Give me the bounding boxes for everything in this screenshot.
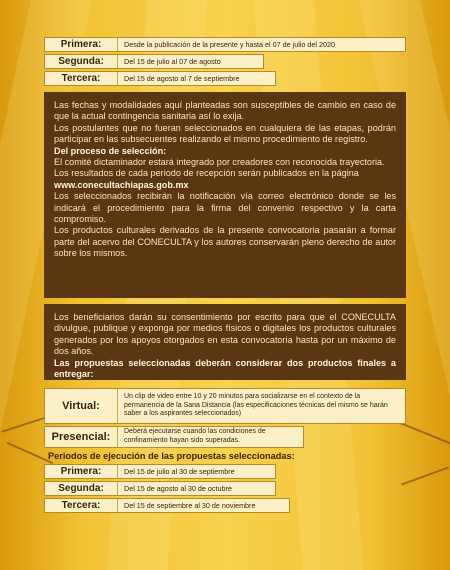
products-heading: Las propuestas seleccionadas deberán considerar dos productos finales a entregar:: [54, 357, 396, 380]
product-value: Un clip de video entre 10 y 20 minutos para socializarse en el contexto de la permanencia de la Sana Distancia (las especificaciones técnicas del mismo se harán saber a los aspirantes seleccionados): [117, 389, 405, 423]
schedule-value: Del 15 de agosto al 7 de septiembre: [117, 72, 275, 85]
paragraph: Los seleccionados recibirán la notificación vía correo electrónico donde se les indicará el procedimiento para la firma del convenio respectivo y la carta compromiso.: [54, 191, 396, 225]
paragraph: Las fechas y modalidades aquí planteadas son susceptibles de cambio en caso de que la actual contingencia sanitaria así lo exija.: [54, 100, 396, 122]
product-value: Deberá ejecutarse cuando las condiciones de confinamiento hayan sido superadas.: [117, 427, 303, 447]
period-value: Del 15 de julio al 30 de septiembre: [117, 465, 275, 478]
period-label: Segunda:: [58, 483, 104, 494]
period-label: Primera:: [60, 466, 102, 477]
period-row: [44, 498, 290, 513]
period-value: Del 15 de septiembre al 30 de noviembre: [117, 499, 289, 512]
product-label: Presencial:: [51, 431, 111, 443]
product-label: Virtual:: [62, 400, 100, 412]
paragraph: Los beneficiarios darán su consentimiento por escrito para que el CONECULTA divulgue, publique y exponga por medios físicos o digitales los productos culturales generados por los apoyos otorgados en esta convocatoria hasta por un máximo de dos años.: [54, 312, 396, 357]
period-label: Tercera:: [61, 500, 101, 511]
periods-heading: Periodos de ejecución de las propuestas seleccionadas:: [48, 451, 295, 461]
schedule-row: [44, 37, 406, 52]
info-block-selection: [44, 92, 406, 298]
period-value: Del 15 de agosto al 30 de octubre: [117, 482, 275, 495]
product-row: [44, 426, 304, 448]
schedule-label: Segunda:: [58, 56, 104, 67]
paragraph: Los resultados de cada periodo de recepción serán publicados en la página: [54, 168, 359, 179]
paragraph: El comité dictaminador estará integrado por creadores con reconocida trayectoria.: [54, 157, 385, 168]
period-row: [44, 464, 276, 479]
schedule-label: Primera:: [60, 39, 102, 50]
info-block-beneficiaries: [44, 304, 406, 380]
schedule-label: Tercera:: [61, 73, 101, 84]
schedule-row: [44, 54, 264, 69]
schedule-value: Del 15 de julio al 07 de agosto: [117, 55, 263, 68]
website-url: www.conecultachiapas.gob.mx: [54, 179, 189, 190]
schedule-value: Desde la publicación de la presente y hasta el 07 de julio del 2020: [117, 38, 405, 51]
paragraph: Los postulantes que no fueran seleccionados en cualquiera de las etapas, podrán participar en las subsecuentes realizando el mismo procedimiento de registro.: [54, 122, 396, 145]
period-row: [44, 481, 276, 496]
paragraph: Los productos culturales derivados de la presente convocatoria pasarán a formar parte del acervo del CONECULTA y los autores conservarán pleno derecho de autor sobre los mismos.: [54, 225, 396, 259]
schedule-row: [44, 71, 276, 86]
section-heading: Del proceso de selección:: [54, 145, 167, 156]
product-row: [44, 388, 406, 424]
